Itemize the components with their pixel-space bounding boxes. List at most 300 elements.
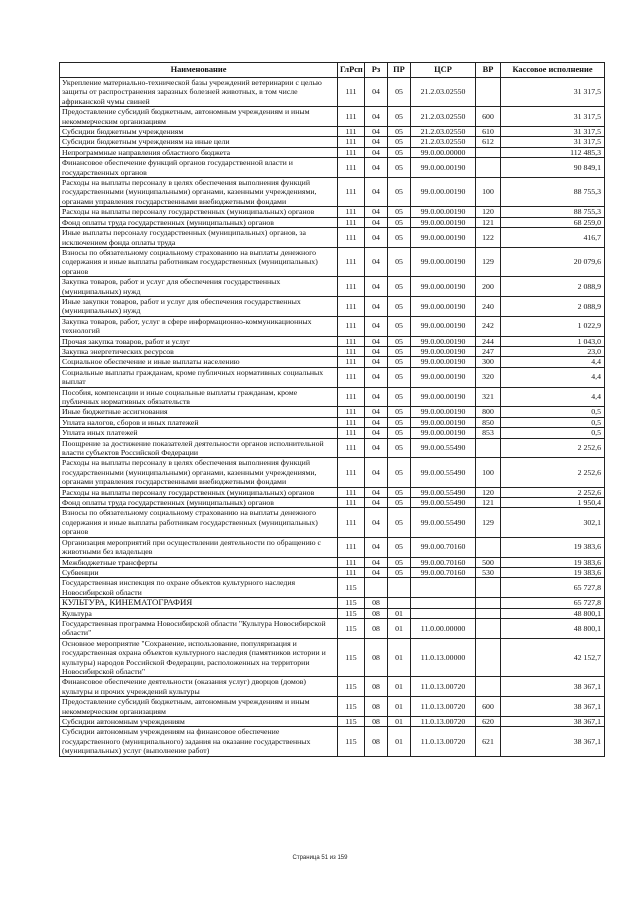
cell-pr: 05 [388, 296, 411, 316]
cell-vr [476, 578, 501, 598]
cell-grbs: 115 [338, 727, 365, 756]
cell-csr: 11.0.13.00720 [411, 717, 476, 727]
cell-vr: 610 [476, 127, 501, 137]
cell-grbs: 111 [338, 407, 365, 417]
cell-name: Субвенции [60, 567, 338, 577]
cell-vr: 800 [476, 407, 501, 417]
cell-amount: 23,0 [501, 346, 605, 356]
cell-grbs: 111 [338, 178, 365, 207]
cell-vr: 530 [476, 567, 501, 577]
cell-rz [365, 578, 388, 598]
cell-pr: 05 [388, 336, 411, 346]
cell-grbs: 115 [338, 598, 365, 608]
cell-vr: 129 [476, 508, 501, 537]
cell-amount: 65 727,8 [501, 598, 605, 608]
cell-grbs: 111 [338, 567, 365, 577]
cell-rz: 04 [365, 277, 388, 297]
cell-csr: 99.0.00.55490 [411, 438, 476, 458]
table-row [60, 336, 605, 346]
cell-name: Фонд оплаты труда государственных (муниципальных) органов [60, 217, 338, 227]
cell-name: Субсидии автономным учреждениям [60, 717, 338, 727]
cell-name: Предоставление субсидий бюджетным, автономным учреждениям и иным некоммерческим организациям [60, 697, 338, 717]
cell-pr: 01 [388, 618, 411, 638]
table-row [60, 367, 605, 387]
cell-amount: 4,4 [501, 367, 605, 387]
cell-csr: 99.0.00.00190 [411, 336, 476, 346]
cell-amount: 4,4 [501, 357, 605, 367]
cell-grbs: 111 [338, 508, 365, 537]
cell-pr: 01 [388, 697, 411, 717]
table-row [60, 717, 605, 727]
header-vr: ВР [476, 63, 501, 78]
cell-rz: 04 [365, 346, 388, 356]
cell-amount: 38 367,1 [501, 717, 605, 727]
cell-vr: 320 [476, 367, 501, 387]
cell-pr: 05 [388, 137, 411, 147]
cell-name: Закупка товаров, работ и услуг для обеспечения государственных (муниципальных) нужд [60, 277, 338, 297]
cell-pr: 05 [388, 357, 411, 367]
table-row [60, 217, 605, 227]
cell-csr: 21.2.03.02550 [411, 107, 476, 127]
cell-pr: 05 [388, 487, 411, 497]
cell-csr: 99.0.00.00190 [411, 387, 476, 407]
cell-pr: 05 [388, 178, 411, 207]
table-row [60, 498, 605, 508]
cell-csr: 99.0.00.00190 [411, 367, 476, 387]
cell-amount: 19 383,6 [501, 567, 605, 577]
cell-csr: 99.0.00.00190 [411, 178, 476, 207]
cell-csr: 99.0.00.55490 [411, 508, 476, 537]
cell-pr: 05 [388, 316, 411, 336]
cell-amount: 88 755,3 [501, 207, 605, 217]
cell-csr: 11.0.00.00000 [411, 618, 476, 638]
cell-grbs: 111 [338, 316, 365, 336]
cell-name: Организация мероприятий при осуществлении деятельности по обращению с животными без владельцев [60, 537, 338, 557]
cell-vr: 620 [476, 717, 501, 727]
cell-vr [476, 638, 501, 677]
cell-name: Субсидии бюджетным учреждениям [60, 127, 338, 137]
budget-table [59, 62, 605, 757]
cell-name: Финансовое обеспечение функций органов государственной власти и государственных органов [60, 158, 338, 178]
cell-pr: 01 [388, 638, 411, 677]
table-row [60, 387, 605, 407]
cell-grbs: 111 [338, 417, 365, 427]
cell-csr: 99.0.00.00190 [411, 247, 476, 276]
cell-vr: 247 [476, 346, 501, 356]
cell-csr: 99.0.00.70160 [411, 567, 476, 577]
cell-vr [476, 618, 501, 638]
cell-rz: 08 [365, 598, 388, 608]
cell-rz: 04 [365, 387, 388, 407]
cell-rz: 04 [365, 438, 388, 458]
cell-pr: 05 [388, 387, 411, 407]
cell-amount: 19 383,6 [501, 557, 605, 567]
cell-grbs: 111 [338, 127, 365, 137]
cell-vr [476, 438, 501, 458]
cell-pr: 01 [388, 727, 411, 756]
cell-amount: 2 088,9 [501, 296, 605, 316]
cell-grbs: 111 [338, 487, 365, 497]
cell-vr: 100 [476, 178, 501, 207]
cell-rz: 04 [365, 127, 388, 137]
table-row [60, 207, 605, 217]
cell-name: Взносы по обязательному социальному страхованию на выплаты денежного содержания и иные выплаты работникам государственных (муниципальных) органов [60, 508, 338, 537]
cell-pr: 05 [388, 438, 411, 458]
cell-name: Предоставление субсидий бюджетным, автономным учреждениям и иным некоммерческим организациям [60, 107, 338, 127]
cell-pr: 05 [388, 147, 411, 157]
cell-pr: 05 [388, 158, 411, 178]
cell-amount: 48 800,1 [501, 618, 605, 638]
cell-grbs: 115 [338, 717, 365, 727]
cell-vr: 300 [476, 357, 501, 367]
cell-name: Субсидии автономным учреждениям на финансовое обеспечение государственного (муниципального) задания на оказание государственных (муниципальных) услуг (выполнение работ) [60, 727, 338, 756]
cell-vr: 122 [476, 228, 501, 248]
cell-grbs: 111 [338, 458, 365, 487]
cell-name: Финансовое обеспечение деятельности (оказания услуг) дворцов (домов) культуры и прочих учреждений культуры [60, 677, 338, 697]
cell-vr: 500 [476, 557, 501, 567]
cell-rz: 04 [365, 217, 388, 227]
cell-pr: 05 [388, 217, 411, 227]
table-row [60, 608, 605, 618]
cell-grbs: 111 [338, 367, 365, 387]
cell-grbs: 111 [338, 78, 365, 107]
cell-grbs: 111 [338, 428, 365, 438]
cell-grbs: 111 [338, 296, 365, 316]
table-row [60, 458, 605, 487]
cell-csr [411, 578, 476, 598]
cell-csr: 21.2.03.02550 [411, 78, 476, 107]
table-row [60, 428, 605, 438]
cell-amount: 42 152,7 [501, 638, 605, 677]
cell-amount: 90 849,1 [501, 158, 605, 178]
cell-pr: 05 [388, 508, 411, 537]
cell-grbs: 115 [338, 618, 365, 638]
cell-pr: 05 [388, 557, 411, 567]
cell-amount: 1 950,4 [501, 498, 605, 508]
cell-rz: 04 [365, 508, 388, 537]
cell-amount: 88 755,3 [501, 178, 605, 207]
cell-grbs: 115 [338, 608, 365, 618]
cell-vr [476, 677, 501, 697]
cell-pr: 05 [388, 346, 411, 356]
cell-name: Непрограммные направления областного бюджета [60, 147, 338, 157]
cell-csr: 99.0.00.55490 [411, 458, 476, 487]
budget-execution-sheet [59, 62, 604, 757]
cell-vr [476, 158, 501, 178]
cell-vr: 121 [476, 498, 501, 508]
cell-rz: 04 [365, 147, 388, 157]
cell-pr: 05 [388, 498, 411, 508]
cell-rz: 08 [365, 618, 388, 638]
table-row [60, 727, 605, 756]
cell-vr: 600 [476, 697, 501, 717]
cell-csr: 99.0.00.00190 [411, 277, 476, 297]
cell-amount: 4,4 [501, 387, 605, 407]
cell-grbs: 111 [338, 537, 365, 557]
cell-rz: 04 [365, 107, 388, 127]
cell-pr: 05 [388, 207, 411, 217]
cell-vr: 100 [476, 458, 501, 487]
table-row [60, 228, 605, 248]
table-row [60, 346, 605, 356]
cell-grbs: 111 [338, 438, 365, 458]
cell-vr [476, 78, 501, 107]
cell-name: Закупка товаров, работ, услуг в сфере информационно-коммуникационных технологий [60, 316, 338, 336]
cell-grbs: 111 [338, 498, 365, 508]
cell-csr: 99.0.00.00190 [411, 346, 476, 356]
cell-amount: 2 252,6 [501, 438, 605, 458]
cell-amount: 0,5 [501, 428, 605, 438]
cell-rz: 04 [365, 207, 388, 217]
cell-csr: 99.0.00.00190 [411, 417, 476, 427]
header-name: Наименование [60, 63, 338, 78]
cell-amount: 1 043,0 [501, 336, 605, 346]
cell-amount: 38 367,1 [501, 697, 605, 717]
cell-pr: 05 [388, 428, 411, 438]
cell-rz: 04 [365, 407, 388, 417]
cell-vr: 600 [476, 107, 501, 127]
cell-name: Иные выплаты персоналу государственных (муниципальных) органов, за исключением фонда оплаты труда [60, 228, 338, 248]
cell-vr [476, 147, 501, 157]
cell-grbs: 115 [338, 578, 365, 598]
cell-csr: 99.0.00.00190 [411, 428, 476, 438]
cell-vr: 120 [476, 207, 501, 217]
cell-rz: 08 [365, 727, 388, 756]
cell-rz: 04 [365, 336, 388, 346]
cell-grbs: 111 [338, 228, 365, 248]
cell-vr: 244 [476, 336, 501, 346]
cell-amount: 2 252,6 [501, 458, 605, 487]
cell-pr: 05 [388, 277, 411, 297]
cell-pr: 01 [388, 677, 411, 697]
cell-csr: 99.0.00.00190 [411, 407, 476, 417]
cell-vr: 242 [476, 316, 501, 336]
cell-pr [388, 598, 411, 608]
cell-rz: 04 [365, 247, 388, 276]
cell-rz: 04 [365, 137, 388, 147]
cell-rz: 04 [365, 537, 388, 557]
table-row [60, 537, 605, 557]
cell-grbs: 111 [338, 336, 365, 346]
cell-csr: 99.0.00.70160 [411, 557, 476, 567]
cell-rz: 04 [365, 428, 388, 438]
table-row [60, 697, 605, 717]
cell-rz: 08 [365, 638, 388, 677]
cell-grbs: 115 [338, 677, 365, 697]
cell-amount: 19 383,6 [501, 537, 605, 557]
cell-name: Расходы на выплаты персоналу государственных (муниципальных) органов [60, 487, 338, 497]
cell-grbs: 111 [338, 217, 365, 227]
table-row [60, 107, 605, 127]
table-row [60, 598, 605, 608]
cell-rz: 04 [365, 567, 388, 577]
table-row [60, 296, 605, 316]
cell-pr: 05 [388, 247, 411, 276]
cell-name: Взносы по обязательному социальному страхованию на выплаты денежного содержания и иные выплаты работникам государственных (муниципальных) органов [60, 247, 338, 276]
table-row [60, 557, 605, 567]
cell-pr: 01 [388, 717, 411, 727]
cell-amount: 0,5 [501, 407, 605, 417]
table-row [60, 127, 605, 137]
table-row [60, 508, 605, 537]
cell-pr: 01 [388, 608, 411, 618]
cell-name: Расходы на выплаты персоналу в целях обеспечения выполнения функций государственными (муниципальными) органами, казенными учреждениями, органами управления государственными внебюджетными фондами [60, 458, 338, 487]
cell-csr: 99.0.00.70160 [411, 537, 476, 557]
cell-grbs: 111 [338, 207, 365, 217]
cell-grbs: 111 [338, 247, 365, 276]
cell-grbs: 111 [338, 557, 365, 567]
cell-vr: 121 [476, 217, 501, 227]
cell-name: КУЛЬТУРА, КИНЕМАТОГРАФИЯ [60, 598, 338, 608]
cell-rz: 04 [365, 316, 388, 336]
cell-grbs: 111 [338, 147, 365, 157]
cell-amount: 31 317,5 [501, 127, 605, 137]
cell-rz: 04 [365, 367, 388, 387]
cell-vr: 321 [476, 387, 501, 407]
cell-name: Субсидии бюджетным учреждениям на иные цели [60, 137, 338, 147]
table-header-row [60, 63, 605, 78]
cell-csr: 99.0.00.55490 [411, 498, 476, 508]
table-row [60, 147, 605, 157]
cell-grbs: 111 [338, 277, 365, 297]
cell-amount: 20 079,6 [501, 247, 605, 276]
cell-amount: 48 800,1 [501, 608, 605, 618]
cell-csr: 99.0.00.00190 [411, 357, 476, 367]
table-row [60, 638, 605, 677]
cell-pr: 05 [388, 417, 411, 427]
cell-amount: 302,1 [501, 508, 605, 537]
cell-name: Социальные выплаты гражданам, кроме публичных нормативных социальных выплат [60, 367, 338, 387]
cell-vr: 621 [476, 727, 501, 756]
cell-rz: 04 [365, 228, 388, 248]
cell-rz: 04 [365, 158, 388, 178]
cell-csr: 11.0.13.00720 [411, 697, 476, 717]
cell-grbs: 111 [338, 107, 365, 127]
cell-amount: 38 367,1 [501, 727, 605, 756]
table-row [60, 158, 605, 178]
cell-vr [476, 608, 501, 618]
table-row [60, 247, 605, 276]
header-grbs: ГлРсп [338, 63, 365, 78]
table-row [60, 677, 605, 697]
cell-grbs: 111 [338, 158, 365, 178]
table-row [60, 438, 605, 458]
cell-vr [476, 598, 501, 608]
cell-rz: 04 [365, 458, 388, 487]
cell-name: Расходы на выплаты персоналу в целях обеспечения выполнения функций государственными (муниципальными) органами, казенными учреждениями, органами управления государственными внебюджетными фондами [60, 178, 338, 207]
cell-vr: 200 [476, 277, 501, 297]
cell-name: Поощрение за достижение показателей деятельности органов исполнительной власти субъектов Российской Федерации [60, 438, 338, 458]
cell-grbs: 111 [338, 346, 365, 356]
cell-csr: 21.2.03.02550 [411, 127, 476, 137]
cell-rz: 04 [365, 498, 388, 508]
cell-csr: 11.0.13.00720 [411, 677, 476, 697]
table-row [60, 487, 605, 497]
cell-csr: 99.0.00.55490 [411, 487, 476, 497]
cell-name: Фонд оплаты труда государственных (муниципальных) органов [60, 498, 338, 508]
cell-csr [411, 598, 476, 608]
table-row [60, 137, 605, 147]
table-row [60, 78, 605, 107]
cell-csr: 21.2.03.02550 [411, 137, 476, 147]
cell-csr: 99.0.00.00190 [411, 296, 476, 316]
cell-vr: 850 [476, 417, 501, 427]
table-row [60, 578, 605, 598]
cell-amount: 112 485,3 [501, 147, 605, 157]
cell-pr: 05 [388, 458, 411, 487]
table-row [60, 407, 605, 417]
cell-name: Прочая закупка товаров, работ и услуг [60, 336, 338, 346]
cell-pr [388, 578, 411, 598]
table-row [60, 357, 605, 367]
cell-amount: 1 022,9 [501, 316, 605, 336]
cell-amount: 31 317,5 [501, 107, 605, 127]
cell-amount: 2 088,9 [501, 277, 605, 297]
cell-csr: 11.0.13.00720 [411, 727, 476, 756]
cell-csr [411, 608, 476, 618]
table-row [60, 316, 605, 336]
cell-amount: 68 259,0 [501, 217, 605, 227]
cell-rz: 08 [365, 677, 388, 697]
cell-name: Основное мероприятие "Сохранение, использование, популяризация и государственная охрана объектов культурного наследия (памятников истории и культуры) народов Российской Федерации, расположенных на территории Новосибирской области" [60, 638, 338, 677]
page-footer: Страница 51 из 159 [292, 855, 348, 861]
header-amount: Кассовое исполнение [501, 63, 605, 78]
cell-rz: 04 [365, 78, 388, 107]
cell-rz: 04 [365, 417, 388, 427]
cell-pr: 05 [388, 537, 411, 557]
cell-pr: 05 [388, 228, 411, 248]
cell-name: Иные бюджетные ассигнования [60, 407, 338, 417]
cell-csr: 99.0.00.00000 [411, 147, 476, 157]
cell-pr: 05 [388, 107, 411, 127]
cell-vr: 612 [476, 137, 501, 147]
cell-pr: 05 [388, 367, 411, 387]
cell-csr: 99.0.00.00190 [411, 158, 476, 178]
cell-rz: 04 [365, 487, 388, 497]
header-pr: ПР [388, 63, 411, 78]
cell-vr [476, 537, 501, 557]
cell-name: Межбюджетные трансферты [60, 557, 338, 567]
cell-grbs: 115 [338, 697, 365, 717]
cell-name: Закупка энергетических ресурсов [60, 346, 338, 356]
cell-grbs: 115 [338, 638, 365, 677]
table-row [60, 277, 605, 297]
header-csr: ЦСР [411, 63, 476, 78]
cell-rz: 08 [365, 697, 388, 717]
header-rz: Рз [365, 63, 388, 78]
cell-amount: 416,7 [501, 228, 605, 248]
cell-grbs: 111 [338, 357, 365, 367]
cell-name: Социальное обеспечение и иные выплаты населению [60, 357, 338, 367]
cell-name: Пособия, компенсации и иные социальные выплаты гражданам, кроме публичных нормативных обязательств [60, 387, 338, 407]
cell-amount: 31 317,5 [501, 137, 605, 147]
cell-pr: 05 [388, 127, 411, 137]
cell-amount: 0,5 [501, 417, 605, 427]
table-row [60, 178, 605, 207]
cell-name: Уплата иных платежей [60, 428, 338, 438]
cell-rz: 08 [365, 717, 388, 727]
cell-rz: 04 [365, 557, 388, 567]
cell-name: Укрепление материально-технической базы учреждений ветеринарии с целью защиты от распространения заразных болезней животных, в том числе африканской чумы свиней [60, 78, 338, 107]
cell-csr: 99.0.00.00190 [411, 217, 476, 227]
cell-name: Государственная программа Новосибирской области "Культура Новосибирской области" [60, 618, 338, 638]
cell-rz: 04 [365, 357, 388, 367]
cell-amount: 38 367,1 [501, 677, 605, 697]
cell-vr: 240 [476, 296, 501, 316]
table-row [60, 417, 605, 427]
cell-vr: 129 [476, 247, 501, 276]
cell-amount: 31 317,5 [501, 78, 605, 107]
